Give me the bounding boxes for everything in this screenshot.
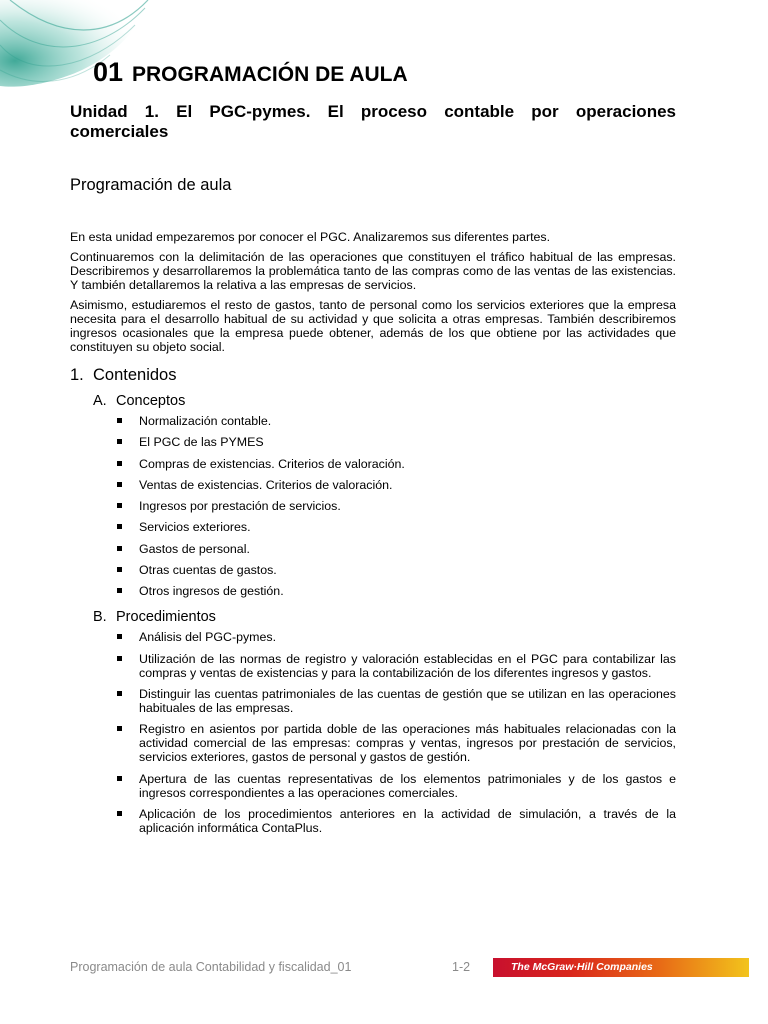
list-item: Otros ingresos de gestión. — [139, 584, 676, 598]
section-title: Programación de aula — [70, 176, 232, 194]
publisher-logo-text: The McGraw·Hill Companies — [511, 961, 653, 973]
list-item: Aplicación de los procedimientos anteriores en la actividad de simulación, a través de la aplicación informática ContaPlus. — [139, 807, 676, 835]
contents-number: 1. — [70, 366, 84, 384]
bullet-square-icon — [117, 524, 122, 529]
bullet-square-icon — [117, 567, 122, 572]
publisher-logo — [493, 958, 749, 977]
list-item: Ventas de existencias. Criterios de valoración. — [139, 478, 676, 492]
bullet-square-icon — [117, 482, 122, 487]
list-item: Distinguir las cuentas patrimoniales de las cuentas de gestión que se utilizan en las operaciones habituales de las empresas. — [139, 687, 676, 715]
bullet-square-icon — [117, 418, 122, 423]
contents-heading — [70, 368, 676, 382]
bullet-square-icon — [117, 726, 122, 731]
bullet-square-icon — [117, 588, 122, 593]
intro-paragraph: En esta unidad empezaremos por conocer el PGC. Analizaremos sus diferentes partes. — [70, 230, 551, 244]
list-item: Normalización contable. — [139, 414, 676, 428]
contents-title: Contenidos — [93, 366, 177, 384]
bullet-square-icon — [117, 691, 122, 696]
procedures-heading — [93, 610, 676, 624]
bullet-square-icon — [117, 656, 122, 661]
footer-page-number: 1-2 — [452, 960, 471, 974]
list-item: Ingresos por prestación de servicios. — [139, 499, 676, 513]
chapter-number: 01 — [93, 57, 124, 87]
intro-paragraph: Continuaremos con la delimitación de las operaciones que constituyen el tráfico habitual de las empresas. Describiremos y desarrollaremos la problemática tanto de las compras como de las ventas de las existencias. Y también detallaremos la relativa a las empresas de servicios. — [70, 250, 676, 292]
list-item: Servicios exteriores. — [139, 520, 676, 534]
footer-document-title: Programación de aula Contabilidad y fiscalidad_01 — [70, 960, 352, 974]
list-item: El PGC de las PYMES — [139, 435, 676, 449]
bullet-square-icon — [117, 461, 122, 466]
bullet-square-icon — [117, 811, 122, 816]
list-item: Apertura de las cuentas representativas de los elementos patrimoniales y de los gastos e ingresos correspondientes a las operaciones comerciales. — [139, 772, 676, 800]
bullet-square-icon — [117, 503, 122, 508]
procedures-list — [70, 630, 676, 834]
chapter-heading — [93, 52, 408, 89]
bullet-square-icon — [117, 776, 122, 781]
list-item: Compras de existencias. Criterios de valoración. — [139, 457, 676, 471]
intro-paragraph: Asimismo, estudiaremos el resto de gastos, tanto de personal como los servicios exteriores que la empresa necesita para el desarrollo habitual de su actividad y que solicita a otras empresas. También describiremos ingresos ocasionales que la empresa puede obtener, además de los que obtiene por las actividades que constituyen su objeto social. — [70, 298, 676, 354]
list-item: Registro en asientos por partida doble de las operaciones más habituales relacionadas con la actividad comercial de las empresas: compras y ventas, ingresos por prestación de servicios, servicios exteriores, gastos de personal y gastos de gestión. — [139, 722, 676, 764]
list-item: Análisis del PGC-pymes. — [139, 630, 676, 644]
bullet-square-icon — [117, 546, 122, 551]
bullet-square-icon — [117, 634, 122, 639]
concepts-list — [70, 414, 676, 598]
document-body — [70, 230, 676, 842]
unit-title: Unidad 1. El PGC-pymes. El proceso contable por operaciones comerciales — [70, 102, 676, 141]
chapter-title: PROGRAMACIÓN DE AULA — [131, 63, 408, 86]
list-item: Otras cuentas de gastos. — [139, 563, 676, 577]
concepts-heading — [93, 394, 676, 408]
list-item: Utilización de las normas de registro y valoración establecidas en el PGC para contabilizar las compras y ventas de existencias y para la contabilización de los diferentes ingresos y gastos. — [139, 652, 676, 680]
list-item: Gastos de personal. — [139, 542, 676, 556]
concepts-title: Conceptos — [116, 393, 186, 409]
concepts-letter: A. — [93, 393, 107, 409]
procedures-title: Procedimientos — [116, 609, 216, 626]
bullet-square-icon — [117, 439, 122, 444]
procedures-letter: B. — [93, 609, 107, 626]
